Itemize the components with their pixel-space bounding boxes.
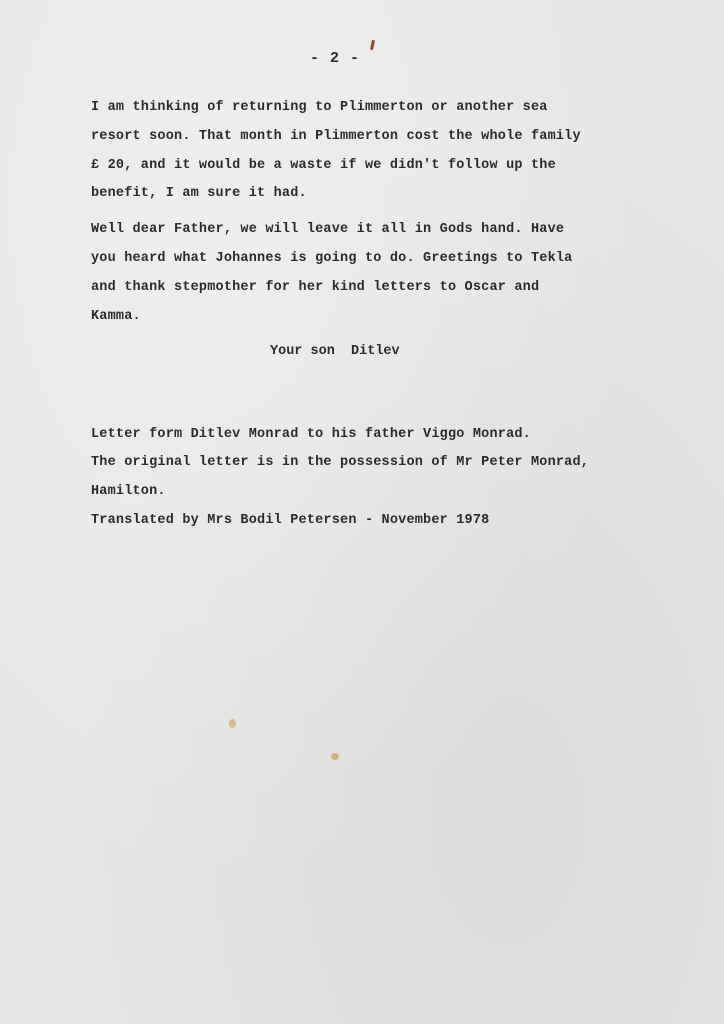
letter-line: I am thinking of returning to Plimmerton or another sea — [91, 100, 548, 115]
letter-line: and thank stepmother for her kind letters to Oscar and — [91, 280, 540, 295]
letter-line: you heard what Johannes is going to do. Greetings to Tekla — [91, 251, 573, 266]
paper-stain — [229, 719, 236, 728]
ink-mark — [370, 40, 375, 50]
note-line: Hamilton. — [91, 484, 166, 499]
letter-line: Kamma. — [91, 309, 141, 324]
paper-stain — [331, 753, 339, 760]
letter-line: resort soon. That month in Plimmerton cost the whole family — [91, 129, 581, 144]
signature: Your son Ditlev — [270, 344, 400, 359]
page-number: - 2 - — [310, 50, 361, 67]
letter-line: £ 20, and it would be a waste if we didn't follow up the — [91, 158, 556, 173]
note-line: Translated by Mrs Bodil Petersen - November 1978 — [91, 513, 490, 528]
note-line: Letter form Ditlev Monrad to his father Viggo Monrad. — [91, 427, 531, 442]
letter-line: Well dear Father, we will leave it all in Gods hand. Have — [91, 222, 565, 237]
note-line: The original letter is in the possession of Mr Peter Monrad, — [91, 455, 590, 470]
letter-line: benefit, I am sure it had. — [91, 186, 307, 201]
